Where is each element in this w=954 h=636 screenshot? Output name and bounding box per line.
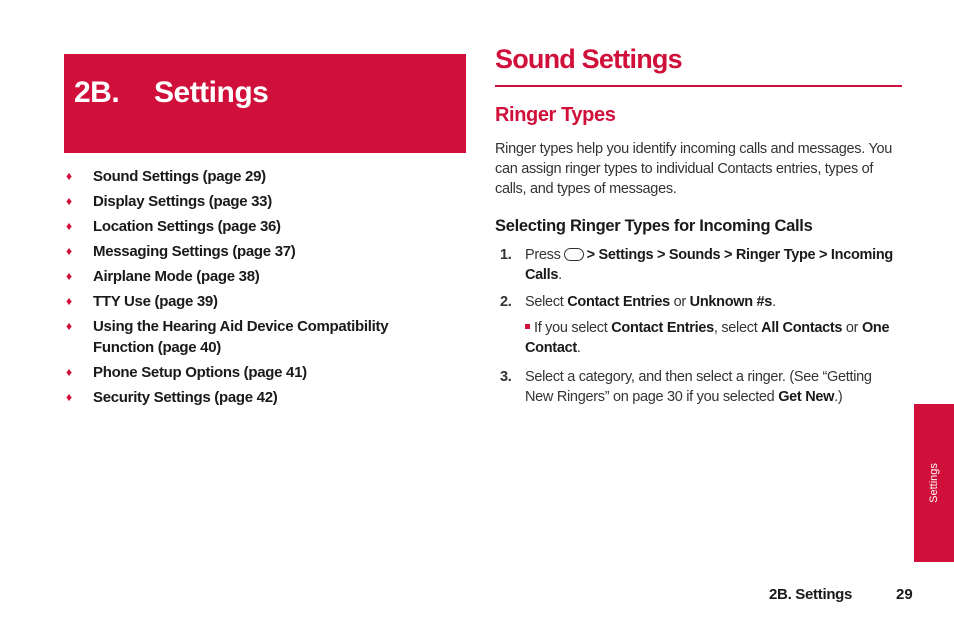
toc-link-sound-settings[interactable]: Sound Settings (page 29) <box>93 168 266 185</box>
side-tab-label: Settings <box>928 463 940 503</box>
diamond-bullet-icon: ♦ <box>66 194 72 208</box>
menu-key-icon <box>564 248 584 261</box>
toc-link-security-settings[interactable]: Security Settings (page 42) <box>93 389 278 406</box>
toc-link-messaging-settings[interactable]: Messaging Settings (page 37) <box>93 243 296 260</box>
toc-link-phone-setup[interactable]: Phone Setup Options (page 41) <box>93 364 307 381</box>
diamond-bullet-icon: ♦ <box>66 269 72 283</box>
step-text: Select <box>525 294 564 310</box>
step-3 <box>495 367 895 407</box>
punctuation: . <box>576 340 581 356</box>
list-item <box>64 387 444 408</box>
option-all-contacts: All Contacts <box>761 320 843 336</box>
step-2 <box>495 292 895 312</box>
toc-link-hearing-aid[interactable]: Using the Hearing Aid Device Compatibility Function (page 40) <box>93 318 389 356</box>
chapter-title: Settings <box>154 76 269 109</box>
punctuation: .) <box>834 389 843 405</box>
list-item <box>64 291 444 312</box>
step-number: 3. <box>500 369 512 385</box>
footer-section: 2B. Settings <box>769 586 853 603</box>
toc-link-tty-use[interactable]: TTY Use (page 39) <box>93 293 218 310</box>
page-number: 29 <box>896 586 913 603</box>
option-contact-entries: Contact Entries <box>611 320 714 336</box>
list-item <box>64 316 444 358</box>
punctuation: . <box>558 267 562 283</box>
bullet-text: If you select <box>534 320 608 336</box>
intro-paragraph: Ringer types help you identify incoming calls and messages. You can assign ringer types to individual Contacts entries, types of calls, and types of messages. <box>495 141 893 197</box>
step-text: Press <box>525 247 561 263</box>
list-item <box>64 191 444 212</box>
side-tab <box>914 404 954 562</box>
option-get-new: Get New <box>778 389 835 405</box>
step-number: 2. <box>500 294 512 310</box>
diamond-bullet-icon: ♦ <box>66 319 72 333</box>
list-item <box>64 362 444 383</box>
section-title: Sound Settings <box>495 44 682 74</box>
option-unknown-numbers: Unknown #s <box>689 294 773 310</box>
option-contact-entries: Contact Entries <box>567 294 670 310</box>
list-item <box>64 166 444 187</box>
section-divider <box>495 85 902 87</box>
diamond-bullet-icon: ♦ <box>66 390 72 404</box>
step-1 <box>495 245 895 285</box>
diamond-bullet-icon: ♦ <box>66 365 72 379</box>
toc-link-display-settings[interactable]: Display Settings (page 33) <box>93 193 272 210</box>
list-item <box>64 241 444 262</box>
list-item <box>64 216 444 237</box>
punctuation: . <box>772 294 776 310</box>
list-item <box>64 266 444 287</box>
step-text: Select a category, and then select a ringer. (See “Getting New Ringers” on page 30 if you selected <box>525 369 872 405</box>
chapter-number: 2B. <box>74 76 120 109</box>
procedure-title: Selecting Ringer Types for Incoming Calls <box>495 217 813 235</box>
diamond-bullet-icon: ♦ <box>66 169 72 183</box>
step-number: 1. <box>500 247 512 263</box>
toc-link-airplane-mode[interactable]: Airplane Mode (page 38) <box>93 268 260 285</box>
diamond-bullet-icon: ♦ <box>66 219 72 233</box>
square-bullet-icon <box>525 324 530 329</box>
sub-bullet <box>525 318 895 358</box>
bullet-text: , select <box>713 320 758 336</box>
chapter-contents-list <box>64 166 444 412</box>
diamond-bullet-icon: ♦ <box>66 294 72 308</box>
diamond-bullet-icon: ♦ <box>66 244 72 258</box>
toc-link-location-settings[interactable]: Location Settings (page 36) <box>93 218 281 235</box>
bullet-text: or <box>845 320 859 336</box>
step-text: or <box>673 294 686 310</box>
subsection-title: Ringer Types <box>495 104 616 126</box>
chapter-header <box>64 54 466 153</box>
menu-path: > Settings > Sounds > Ringer Type > Incoming Calls <box>525 247 893 283</box>
option-one-contact: One Contact <box>525 320 890 356</box>
